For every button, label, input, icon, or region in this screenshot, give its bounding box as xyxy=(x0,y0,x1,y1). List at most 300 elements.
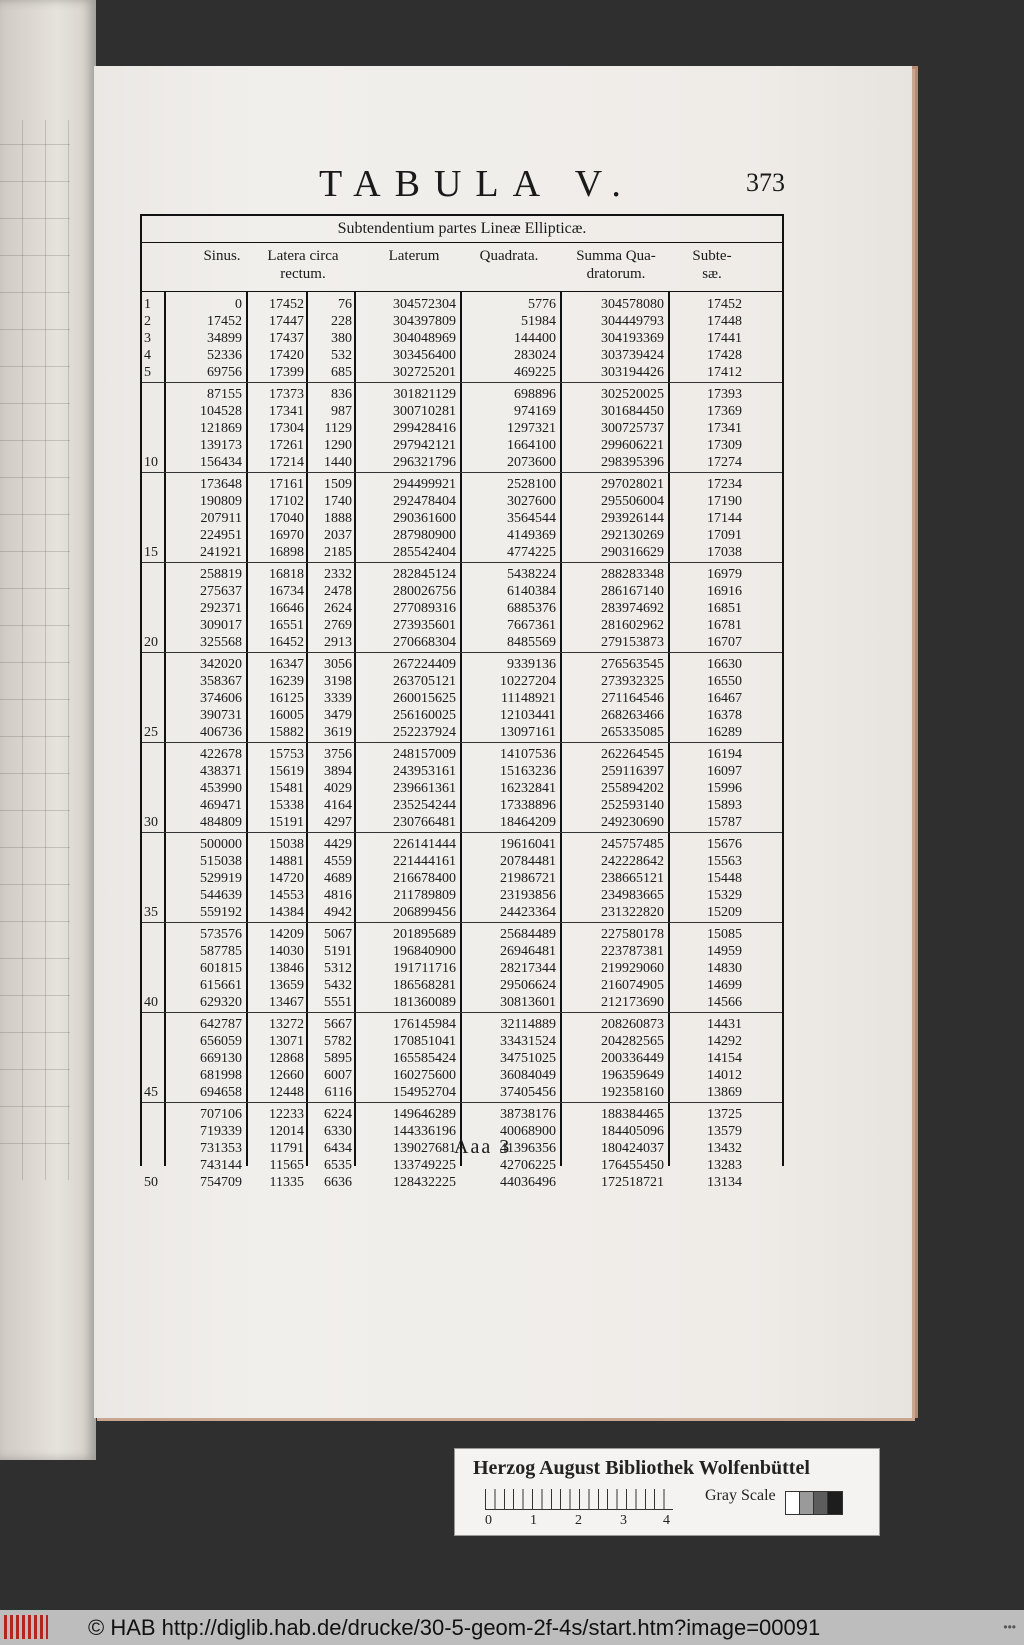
table-row xyxy=(142,724,782,741)
table-cell-lat: 16970 xyxy=(269,528,304,543)
table-cell-quad: 18464209 xyxy=(500,815,556,830)
table-cell-sub: 13579 xyxy=(707,1124,742,1139)
table-cell-diff: 2769 xyxy=(324,618,352,633)
table-cell-summa: 292130269 xyxy=(601,528,664,543)
table-row xyxy=(142,1033,782,1050)
table-cell-diff: 4029 xyxy=(324,781,352,796)
header-laterum: Laterum xyxy=(388,248,440,264)
table-cell-n: 15 xyxy=(144,545,158,560)
table-cell-laterum: 211789809 xyxy=(393,888,456,903)
table-cell-diff: 987 xyxy=(331,404,352,419)
table-cell-quad: 698896 xyxy=(514,387,556,402)
table-cell-quad: 5776 xyxy=(528,297,556,312)
table-cell-lat: 15619 xyxy=(269,764,304,779)
table-cell-quad: 2528100 xyxy=(507,477,556,492)
table-cell-diff: 5895 xyxy=(324,1051,352,1066)
table-cell-laterum: 303456400 xyxy=(393,348,456,363)
table-cell-n: 25 xyxy=(144,725,158,740)
table-cell-quad: 34751025 xyxy=(500,1051,556,1066)
table-cell-sinus: 656059 xyxy=(200,1034,242,1049)
table-row xyxy=(142,746,782,763)
table-row xyxy=(142,600,782,617)
table-cell-summa: 216074905 xyxy=(601,978,664,993)
table-cell-diff: 228 xyxy=(331,314,352,329)
table-cell-summa: 219929060 xyxy=(601,961,664,976)
table-cell-summa: 283974692 xyxy=(601,601,664,616)
table-cell-sub: 13725 xyxy=(707,1107,742,1122)
table-cell-summa: 200336449 xyxy=(601,1051,664,1066)
table-cell-sinus: 342020 xyxy=(200,657,242,672)
table-row xyxy=(142,330,782,347)
source-url[interactable]: © HAB http://diglib.hab.de/drucke/30-5-geom-2f-4s/start.htm?image=00091 xyxy=(88,1615,821,1640)
table-cell-quad: 19616041 xyxy=(500,837,556,852)
table-cell-summa: 208260873 xyxy=(601,1017,664,1032)
table-cell-diff: 76 xyxy=(338,297,352,312)
table-cell-summa: 176455450 xyxy=(601,1158,664,1173)
table-cell-diff: 5312 xyxy=(324,961,352,976)
table-cell-sub: 14959 xyxy=(707,944,742,959)
group-divider xyxy=(142,742,782,743)
table-cell-sinus: 694658 xyxy=(200,1085,242,1100)
table-cell-sinus: 173648 xyxy=(200,477,242,492)
table-cell-laterum: 292478404 xyxy=(393,494,456,509)
table-cell-summa: 238665121 xyxy=(601,871,664,886)
table-cell-diff: 6116 xyxy=(324,1085,352,1100)
table-cell-laterum: 128432225 xyxy=(393,1175,456,1190)
table-cell-quad: 40068900 xyxy=(500,1124,556,1139)
table-cell-laterum: 296321796 xyxy=(393,455,456,470)
table-cell-quad: 26946481 xyxy=(500,944,556,959)
table-cell-sub: 17441 xyxy=(707,331,742,346)
table-cell-sinus: 484809 xyxy=(200,815,242,830)
table-cell-laterum: 301821129 xyxy=(393,387,456,402)
table-cell-diff: 5432 xyxy=(324,978,352,993)
table-cell-laterum: 165585424 xyxy=(393,1051,456,1066)
library-name: Herzog August Bibliothek Wolfenbüttel xyxy=(473,1457,810,1479)
table-cell-sub: 17234 xyxy=(707,477,742,492)
table-cell-sinus: 469471 xyxy=(200,798,242,813)
table-row xyxy=(142,296,782,313)
table-cell-quad: 37405456 xyxy=(500,1085,556,1100)
table-cell-lat: 17214 xyxy=(269,455,304,470)
table-cell-sub: 15085 xyxy=(707,927,742,942)
table-cell-n: 35 xyxy=(144,905,158,920)
table-cell-lat: 13071 xyxy=(269,1034,304,1049)
table-cell-sinus: 422678 xyxy=(200,747,242,762)
table-cell-sinus: 731353 xyxy=(200,1141,242,1156)
table-row xyxy=(142,583,782,600)
table-cell-lat: 14881 xyxy=(269,854,304,869)
table-cell-summa: 188384465 xyxy=(601,1107,664,1122)
table-cell-diff: 4816 xyxy=(324,888,352,903)
table-cell-lat: 17373 xyxy=(269,387,304,402)
group-divider xyxy=(142,1102,782,1103)
table-cell-quad: 28217344 xyxy=(500,961,556,976)
table-cell-summa: 300725737 xyxy=(601,421,664,436)
header-summa-line2: dratorum. xyxy=(586,266,646,282)
table-cell-quad: 16232841 xyxy=(500,781,556,796)
table-row xyxy=(142,1050,782,1067)
table-cell-quad: 6140384 xyxy=(507,584,556,599)
table-cell-lat: 17341 xyxy=(269,404,304,419)
table-row xyxy=(142,1106,782,1123)
table-cell-summa: 290316629 xyxy=(601,545,664,560)
table-cell-sub: 17274 xyxy=(707,455,742,470)
table-cell-n: 30 xyxy=(144,815,158,830)
table-cell-lat: 13846 xyxy=(269,961,304,976)
table-cell-sub: 14154 xyxy=(707,1051,742,1066)
table-cell-lat: 14384 xyxy=(269,905,304,920)
table-cell-lat: 12660 xyxy=(269,1068,304,1083)
table-cell-quad: 6885376 xyxy=(507,601,556,616)
table-cell-laterum: 263705121 xyxy=(393,674,456,689)
table-cell-summa: 271164546 xyxy=(601,691,664,706)
table-cell-laterum: 304397809 xyxy=(393,314,456,329)
table-cell-sub: 17393 xyxy=(707,387,742,402)
table-cell-sub: 17452 xyxy=(707,297,742,312)
table-cell-sinus: 275637 xyxy=(200,584,242,599)
ruler-label: 1 xyxy=(530,1513,537,1528)
table-cell-sinus: 156434 xyxy=(200,455,242,470)
table-cell-quad: 1297321 xyxy=(507,421,556,436)
ruler-label: 4 xyxy=(663,1513,670,1528)
table-cell-laterum: 260015625 xyxy=(393,691,456,706)
table-cell-sub: 15787 xyxy=(707,815,742,830)
table-cell-sub: 15893 xyxy=(707,798,742,813)
table-cell-n: 2 xyxy=(144,314,151,329)
table-cell-quad: 12103441 xyxy=(500,708,556,723)
table-cell-sinus: 258819 xyxy=(200,567,242,582)
table-cell-diff: 1888 xyxy=(324,511,352,526)
table-cell-quad: 21986721 xyxy=(500,871,556,886)
table-cell-quad: 4774225 xyxy=(507,545,556,560)
table-cell-sub: 15209 xyxy=(707,905,742,920)
table-cell-diff: 1440 xyxy=(324,455,352,470)
book-page xyxy=(94,66,912,1418)
table-cell-sub: 13134 xyxy=(707,1175,742,1190)
table-cell-n: 45 xyxy=(144,1085,158,1100)
table-cell-laterum: 285542404 xyxy=(393,545,456,560)
table-cell-sub: 15448 xyxy=(707,871,742,886)
table-cell-laterum: 206899456 xyxy=(393,905,456,920)
table-cell-laterum: 170851041 xyxy=(393,1034,456,1049)
table-cell-sinus: 601815 xyxy=(200,961,242,976)
table-cell-quad: 25684489 xyxy=(500,927,556,942)
table-cell-laterum: 290361600 xyxy=(393,511,456,526)
table-cell-diff: 836 xyxy=(331,387,352,402)
table-cell-diff: 1509 xyxy=(324,477,352,492)
table-row xyxy=(142,634,782,651)
table-cell-diff: 2185 xyxy=(324,545,352,560)
table-cell-sub: 13869 xyxy=(707,1085,742,1100)
table-cell-diff: 4942 xyxy=(324,905,352,920)
table-row xyxy=(142,1174,782,1191)
table-cell-lat: 12448 xyxy=(269,1085,304,1100)
table-cell-laterum: 239661361 xyxy=(393,781,456,796)
table-cell-sub: 17412 xyxy=(707,365,742,380)
table-cell-sinus: 34899 xyxy=(207,331,242,346)
table-row xyxy=(142,836,782,853)
table-cell-lat: 16452 xyxy=(269,635,304,650)
header-latera-line1: Latera circa xyxy=(267,248,339,264)
table-cell-quad: 17338896 xyxy=(500,798,556,813)
table-cell-summa: 262264545 xyxy=(601,747,664,762)
table-row xyxy=(142,656,782,673)
table-row xyxy=(142,994,782,1011)
table-cell-sinus: 52336 xyxy=(207,348,242,363)
table-cell-quad: 42706225 xyxy=(500,1158,556,1173)
table-row xyxy=(142,364,782,381)
table-cell-summa: 303194426 xyxy=(601,365,664,380)
table-cell-sinus: 390731 xyxy=(200,708,242,723)
group-divider xyxy=(142,652,782,653)
table-cell-laterum: 294499921 xyxy=(393,477,456,492)
table-cell-laterum: 304572304 xyxy=(393,297,456,312)
table-row xyxy=(142,707,782,724)
table-cell-diff: 2624 xyxy=(324,601,352,616)
table-cell-quad: 13097161 xyxy=(500,725,556,740)
scale-ruler xyxy=(485,1489,673,1510)
table-cell-summa: 196359649 xyxy=(601,1068,664,1083)
table-cell-diff: 3619 xyxy=(324,725,352,740)
table-cell-lat: 16347 xyxy=(269,657,304,672)
table-cell-quad: 38738176 xyxy=(500,1107,556,1122)
table-cell-laterum: 297942121 xyxy=(393,438,456,453)
table-cell-sinus: 104528 xyxy=(200,404,242,419)
table-cell-summa: 265335085 xyxy=(601,725,664,740)
table-cell-summa: 252593140 xyxy=(601,798,664,813)
table-cell-lat: 17261 xyxy=(269,438,304,453)
table-row xyxy=(142,690,782,707)
table-row xyxy=(142,853,782,870)
table-cell-lat: 14030 xyxy=(269,944,304,959)
table-cell-sinus: 515038 xyxy=(200,854,242,869)
table-row xyxy=(142,566,782,583)
table-cell-diff: 5667 xyxy=(324,1017,352,1032)
table-cell-sinus: 17452 xyxy=(207,314,242,329)
table-row xyxy=(142,420,782,437)
table-cell-lat: 17304 xyxy=(269,421,304,436)
table-cell-sinus: 87155 xyxy=(207,387,242,402)
table-row xyxy=(142,510,782,527)
table-cell-diff: 1740 xyxy=(324,494,352,509)
table-cell-sinus: 309017 xyxy=(200,618,242,633)
group-divider xyxy=(142,832,782,833)
header-latera xyxy=(248,247,358,283)
table-cell-lat: 16005 xyxy=(269,708,304,723)
table-cell-diff: 6434 xyxy=(324,1141,352,1156)
table-cell-laterum: 299428416 xyxy=(393,421,456,436)
table-cell-quad: 51984 xyxy=(521,314,556,329)
ruler-label: 0 xyxy=(485,1513,492,1528)
table-cell-sub: 16916 xyxy=(707,584,742,599)
table-cell-laterum: 176145984 xyxy=(393,1017,456,1032)
table-cell-laterum: 186568281 xyxy=(393,978,456,993)
table-cell-sinus: 190809 xyxy=(200,494,242,509)
table-cell-laterum: 282845124 xyxy=(393,567,456,582)
table-cell-sinus: 292371 xyxy=(200,601,242,616)
table-cell-sinus: 743144 xyxy=(200,1158,242,1173)
table-cell-summa: 301684450 xyxy=(601,404,664,419)
table-cell-sub: 16707 xyxy=(707,635,742,650)
table-cell-summa: 227580178 xyxy=(601,927,664,942)
table-cell-summa: 223787381 xyxy=(601,944,664,959)
table-cell-lat: 11335 xyxy=(269,1175,304,1190)
table-row xyxy=(142,943,782,960)
table-cell-diff: 532 xyxy=(331,348,352,363)
table-cell-quad: 3027600 xyxy=(507,494,556,509)
table-cell-sinus: 559192 xyxy=(200,905,242,920)
table-cell-quad: 11148921 xyxy=(501,691,556,706)
ruler-label: 3 xyxy=(620,1513,627,1528)
table-cell-sinus: 529919 xyxy=(200,871,242,886)
table-cell-sub: 17038 xyxy=(707,545,742,560)
table-cell-summa: 242228642 xyxy=(601,854,664,869)
page-title: TABULA V. xyxy=(319,163,635,205)
table-row xyxy=(142,814,782,831)
tabula-table xyxy=(140,214,784,1190)
table-cell-sinus: 669130 xyxy=(200,1051,242,1066)
table-cell-lat: 13659 xyxy=(269,978,304,993)
table-row xyxy=(142,527,782,544)
table-cell-laterum: 226141444 xyxy=(393,837,456,852)
table-cell-lat: 16551 xyxy=(269,618,304,633)
table-cell-laterum: 191711716 xyxy=(393,961,456,976)
table-cell-diff: 2332 xyxy=(324,567,352,582)
table-cell-sinus: 707106 xyxy=(200,1107,242,1122)
table-cell-sinus: 681998 xyxy=(200,1068,242,1083)
table-cell-quad: 15163236 xyxy=(500,764,556,779)
table-cell-sinus: 719339 xyxy=(200,1124,242,1139)
table-cell-lat: 16734 xyxy=(269,584,304,599)
table-row xyxy=(142,493,782,510)
table-cell-sub: 17309 xyxy=(707,438,742,453)
table-cell-diff: 2478 xyxy=(324,584,352,599)
table-cell-laterum: 154952704 xyxy=(393,1085,456,1100)
table-cell-quad: 5438224 xyxy=(507,567,556,582)
table-cell-sub: 17144 xyxy=(707,511,742,526)
left-page-edge xyxy=(0,0,96,1460)
table-cell-quad: 144400 xyxy=(514,331,556,346)
signature-mark: Aaa 3 xyxy=(454,1136,512,1158)
table-cell-sinus: 325568 xyxy=(200,635,242,650)
table-cell-sub: 14830 xyxy=(707,961,742,976)
table-row xyxy=(142,977,782,994)
table-cell-summa: 281602962 xyxy=(601,618,664,633)
table-cell-lat: 15191 xyxy=(269,815,304,830)
table-cell-quad: 9339136 xyxy=(507,657,556,672)
table-cell-quad: 23193856 xyxy=(500,888,556,903)
header-summa xyxy=(562,247,670,283)
table-cell-diff: 5191 xyxy=(324,944,352,959)
table-cell-summa: 299606221 xyxy=(601,438,664,453)
header-subtense-line2: sæ. xyxy=(702,266,722,282)
table-row xyxy=(142,763,782,780)
table-cell-laterum: 302725201 xyxy=(393,365,456,380)
table-cell-summa: 172518721 xyxy=(601,1175,664,1190)
table-cell-lat: 13467 xyxy=(269,995,304,1010)
table-cell-lat: 16239 xyxy=(269,674,304,689)
ruler-label: 2 xyxy=(575,1513,582,1528)
table-cell-laterum: 144336196 xyxy=(393,1124,456,1139)
table-cell-sub: 14699 xyxy=(707,978,742,993)
table-cell-laterum: 235254244 xyxy=(393,798,456,813)
group-divider xyxy=(142,922,782,923)
table-cell-sinus: 207911 xyxy=(200,511,242,526)
table-column-headers xyxy=(142,243,782,292)
table-cell-laterum: 252237924 xyxy=(393,725,456,740)
table-cell-diff: 4164 xyxy=(324,798,352,813)
table-cell-quad: 30813601 xyxy=(500,995,556,1010)
table-cell-summa: 297028021 xyxy=(601,477,664,492)
table-cell-sub: 14566 xyxy=(707,995,742,1010)
table-row xyxy=(142,960,782,977)
table-cell-lat: 16818 xyxy=(269,567,304,582)
table-cell-diff: 6007 xyxy=(324,1068,352,1083)
table-row xyxy=(142,673,782,690)
table-cell-lat: 17399 xyxy=(269,365,304,380)
more-options-icon[interactable]: ••• xyxy=(1003,1620,1016,1634)
table-cell-sinus: 374606 xyxy=(200,691,242,706)
table-cell-quad: 44036496 xyxy=(500,1175,556,1190)
table-cell-sub: 16851 xyxy=(707,601,742,616)
table-cell-summa: 259116397 xyxy=(601,764,664,779)
table-cell-quad: 14107536 xyxy=(500,747,556,762)
table-cell-diff: 6330 xyxy=(324,1124,352,1139)
table-cell-summa: 298395396 xyxy=(601,455,664,470)
table-cell-lat: 15882 xyxy=(269,725,304,740)
table-cell-lat: 14209 xyxy=(269,927,304,942)
table-cell-summa: 249230690 xyxy=(601,815,664,830)
table-cell-summa: 273932325 xyxy=(601,674,664,689)
table-cell-laterum: 248157009 xyxy=(393,747,456,762)
table-cell-diff: 4689 xyxy=(324,871,352,886)
table-cell-sinus: 121869 xyxy=(200,421,242,436)
table-cell-diff: 1290 xyxy=(324,438,352,453)
table-cell-sinus: 139173 xyxy=(200,438,242,453)
table-cell-n: 40 xyxy=(144,995,158,1010)
table-cell-sub: 16781 xyxy=(707,618,742,633)
table-cell-laterum: 149646289 xyxy=(393,1107,456,1122)
table-row xyxy=(142,617,782,634)
table-cell-diff: 6535 xyxy=(324,1158,352,1173)
table-cell-lat: 15338 xyxy=(269,798,304,813)
table-cell-sinus: 241921 xyxy=(200,545,242,560)
table-cell-diff: 6224 xyxy=(324,1107,352,1122)
table-cell-summa: 180424037 xyxy=(601,1141,664,1156)
table-row xyxy=(142,454,782,471)
table-row xyxy=(142,476,782,493)
table-cell-diff: 3056 xyxy=(324,657,352,672)
table-cell-quad: 24423364 xyxy=(500,905,556,920)
table-cell-summa: 192358160 xyxy=(601,1085,664,1100)
table-row xyxy=(142,780,782,797)
table-cell-quad: 36084049 xyxy=(500,1068,556,1083)
table-cell-diff: 2913 xyxy=(324,635,352,650)
table-cell-sub: 17190 xyxy=(707,494,742,509)
table-row xyxy=(142,1084,782,1101)
table-cell-diff: 5782 xyxy=(324,1034,352,1049)
table-cell-laterum: 273935601 xyxy=(393,618,456,633)
table-cell-summa: 293926144 xyxy=(601,511,664,526)
table-row xyxy=(142,386,782,403)
table-cell-sinus: 500000 xyxy=(200,837,242,852)
table-cell-laterum: 160275600 xyxy=(393,1068,456,1083)
table-cell-sinus: 406736 xyxy=(200,725,242,740)
table-cell-quad: 283024 xyxy=(514,348,556,363)
table-cell-lat: 15038 xyxy=(269,837,304,852)
table-cell-sinus: 642787 xyxy=(200,1017,242,1032)
